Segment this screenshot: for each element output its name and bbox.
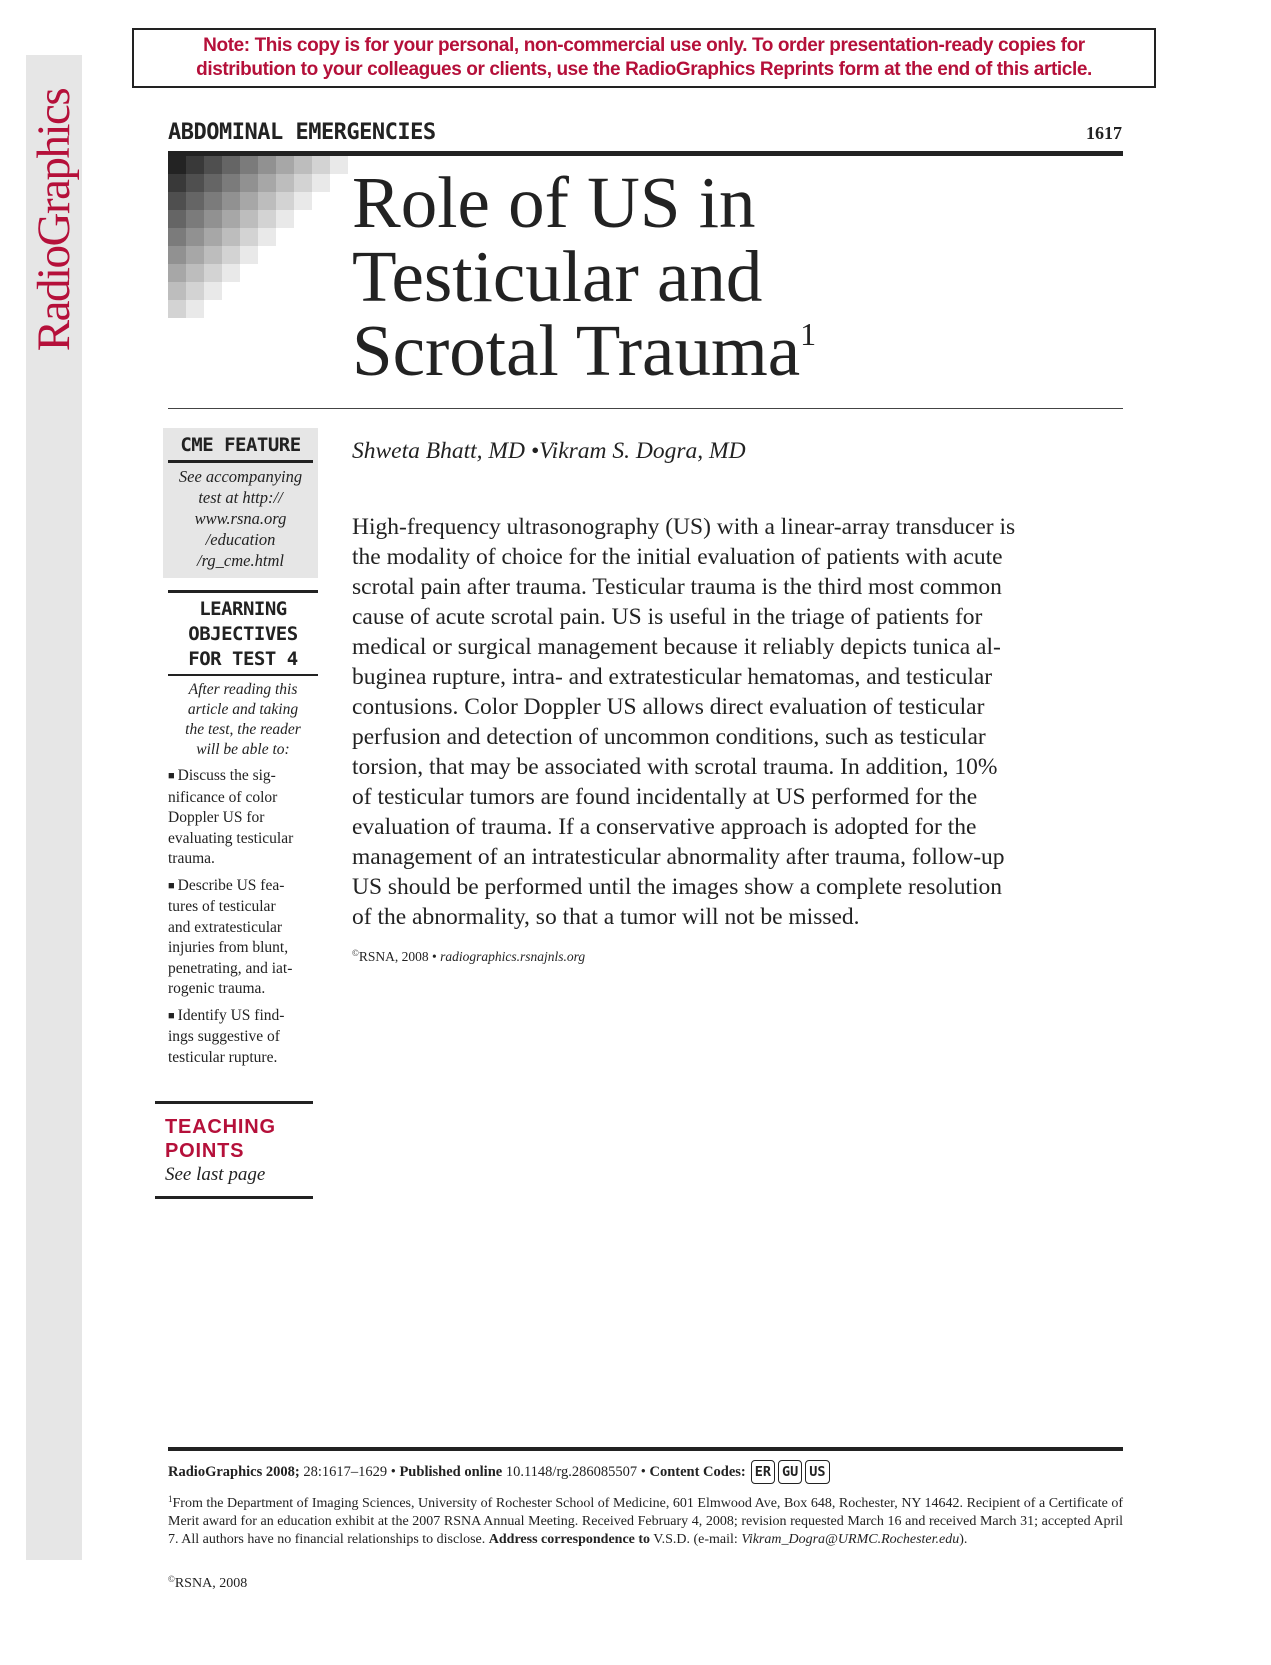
gradient-pixel — [276, 192, 294, 210]
abstract-line: medical or surgical management because it reliably depicts tunica al- — [352, 634, 1001, 660]
author-footnote: $^1$From the Department of Imaging Sciences, University of Rochester School of Medicine, 601 Elmwood Ave, Box 648, Rochester, NY 14642. Recipient of a Certificate of Merit award for an education exhibit at the 2007 RSNA Annual Meeting. Received February 4, 2008; revision requested March 16 and received March 31; accepted April 7. All authors have no financial relationships to disclose. Address correspondence to V.S.D. (e-mail: Vikram_Dogra@URMC.Rochester.edu). — [168, 1494, 1123, 1547]
abstract-line: High-frequency ultrasonography (US) with a linear-array transducer is — [352, 514, 1016, 540]
learning-objectives-rule — [168, 590, 318, 593]
abstract-line: scrotal pain after trauma. Testicular trauma is the third most common — [352, 574, 1002, 600]
notice-line-1: Note: This copy is for your personal, non-commercial use only. To order presentation-ready copies for — [203, 35, 1085, 56]
cme-rule — [168, 460, 313, 463]
gradient-pixel — [276, 156, 294, 174]
gradient-pixel — [276, 174, 294, 192]
abstract-line: management of an intratesticular abnormality after trauma, follow-up — [352, 844, 1005, 870]
gradient-pixel — [204, 174, 222, 192]
gradient-pixel — [240, 210, 258, 228]
journal-logo: RadioGraphics — [28, 88, 80, 352]
gradient-pixel — [240, 174, 258, 192]
cme-heading: CME FEATURE — [180, 434, 301, 456]
content-code-badge: US — [805, 1460, 829, 1484]
teaching-points-heading: TEACHING POINTS — [165, 1116, 276, 1162]
gradient-pixel — [204, 282, 222, 300]
learning-objective-item: ■ Discuss the sig- nificance of color Doppler US for evaluating testicular trauma. — [168, 766, 320, 870]
gradient-pixel — [222, 264, 240, 282]
reprint-notice — [132, 28, 1156, 88]
gradient-pixel — [258, 192, 276, 210]
gradient-pixel — [312, 156, 330, 174]
gradient-pixel — [258, 228, 276, 246]
gradient-pixel — [186, 300, 204, 318]
content-codes — [751, 1460, 830, 1484]
learning-objectives-rule-2 — [168, 674, 318, 676]
gradient-pixel — [204, 264, 222, 282]
content-code-badge: ER — [751, 1460, 775, 1484]
teaching-points-rule-bottom — [155, 1196, 313, 1199]
gradient-pixel — [222, 228, 240, 246]
learning-objective-item: ■ Describe US fea- tures of testicular and extratesticular injuries from blunt, penetrating, and iat- rogenic trauma. — [168, 876, 320, 1000]
gradient-pixel — [186, 228, 204, 246]
correspondence-email: Vikram_Dogra@URMC.Rochester.edu — [741, 1532, 960, 1547]
pixel-gradient-decoration — [168, 156, 348, 318]
gradient-pixel — [204, 192, 222, 210]
gradient-pixel — [312, 174, 330, 192]
gradient-pixel — [186, 156, 204, 174]
gradient-pixel — [222, 156, 240, 174]
gradient-pixel — [186, 210, 204, 228]
gradient-pixel — [294, 192, 312, 210]
gradient-pixel — [186, 174, 204, 192]
abstract-line: US should be performed until the images show a complete resolution — [352, 874, 1003, 900]
abstract-line: cause of acute scrotal pain. US is useful in the triage of patients for — [352, 604, 983, 630]
gradient-pixel — [168, 174, 186, 192]
journal-website: radiographics.rsnajnls.org — [440, 949, 586, 964]
gradient-pixel — [168, 264, 186, 282]
abstract — [352, 512, 1128, 932]
gradient-pixel — [222, 174, 240, 192]
title-line-2: Testicular and — [352, 236, 763, 317]
gradient-pixel — [186, 246, 204, 264]
gradient-pixel — [240, 228, 258, 246]
page-number: 1617 — [1086, 123, 1122, 143]
footer-copyright: ©RSNA, 2008 — [168, 1574, 248, 1591]
gradient-pixel — [186, 192, 204, 210]
gradient-pixel — [186, 282, 204, 300]
gradient-pixel — [258, 174, 276, 192]
gradient-pixel — [168, 156, 186, 174]
article-copyright: ©RSNA, 2008 • radiographics.rsnajnls.org — [352, 948, 586, 964]
article-title — [352, 162, 817, 391]
section-label: ABDOMINAL EMERGENCIES — [168, 120, 436, 145]
gradient-pixel — [204, 210, 222, 228]
gradient-pixel — [330, 156, 348, 174]
gradient-pixel — [168, 246, 186, 264]
teaching-points-note: See last page — [165, 1164, 266, 1185]
abstract-line: perfusion and detection of uncommon conditions, such as testicular — [352, 724, 986, 750]
abstract-line: the modality of choice for the initial evaluation of patients with acute — [352, 544, 1003, 570]
gradient-pixel — [258, 156, 276, 174]
gradient-pixel — [204, 156, 222, 174]
gradient-pixel — [168, 192, 186, 210]
abstract-line: contusions. Color Doppler US allows direct evaluation of testicular — [352, 694, 985, 720]
cme-text: See accompanying test at http:// www.rsna.org /education /rg_cme.html — [178, 467, 303, 570]
learning-objective-item: ■ Identify US find- ings suggestive of testicular rupture. — [168, 1006, 320, 1069]
title-footnote-mark: 1 — [800, 316, 817, 352]
footer-rule — [168, 1447, 1123, 1451]
learning-objectives-heading: LEARNING OBJECTIVES FOR TEST 4 — [188, 598, 298, 670]
content-code-badge: GU — [778, 1460, 802, 1484]
teaching-points-rule-top — [155, 1101, 313, 1104]
learning-objectives-list — [168, 766, 320, 1074]
gradient-pixel — [204, 228, 222, 246]
title-rule — [168, 408, 1123, 409]
gradient-pixel — [222, 246, 240, 264]
gradient-pixel — [294, 174, 312, 192]
abstract-line: of the abnormality, so that a tumor will not be missed. — [352, 904, 860, 930]
learning-objectives-intro: After reading this article and taking the test, the reader will be able to: — [185, 681, 301, 758]
abstract-line: buginea rupture, intra- and extratesticular hematomas, and testicular — [352, 664, 993, 690]
authors: Shweta Bhatt, MD •Vikram S. Dogra, MD — [352, 438, 746, 464]
gradient-pixel — [240, 246, 258, 264]
gradient-pixel — [222, 210, 240, 228]
title-line-3: Scrotal Trauma — [352, 310, 801, 391]
abstract-line: torsion, that may be associated with scrotal trauma. In addition, 10% — [352, 754, 998, 780]
gradient-pixel — [204, 246, 222, 264]
gradient-pixel — [168, 210, 186, 228]
abstract-line: of testicular tumors are found incidentally at US performed for the — [352, 784, 978, 810]
gradient-pixel — [186, 264, 204, 282]
gradient-pixel — [258, 210, 276, 228]
gradient-pixel — [168, 300, 186, 318]
gradient-pixel — [240, 156, 258, 174]
gradient-pixel — [276, 210, 294, 228]
notice-line-2: distribution to your colleagues or clients, use the RadioGraphics Reprints form at the end of this article. — [196, 59, 1092, 80]
gradient-pixel — [168, 282, 186, 300]
gradient-pixel — [168, 228, 186, 246]
citation-line: RadioGraphics 2008; 28:1617–1629 • Published online 10.1148/rg.286085507 • Content Codes: ER GU US — [168, 1458, 1123, 1486]
abstract-line: evaluation of trauma. If a conservative approach is adopted for the — [352, 814, 977, 840]
gradient-pixel — [222, 192, 240, 210]
gradient-pixel — [240, 192, 258, 210]
title-line-1: Role of US in — [352, 162, 756, 243]
gradient-pixel — [294, 156, 312, 174]
